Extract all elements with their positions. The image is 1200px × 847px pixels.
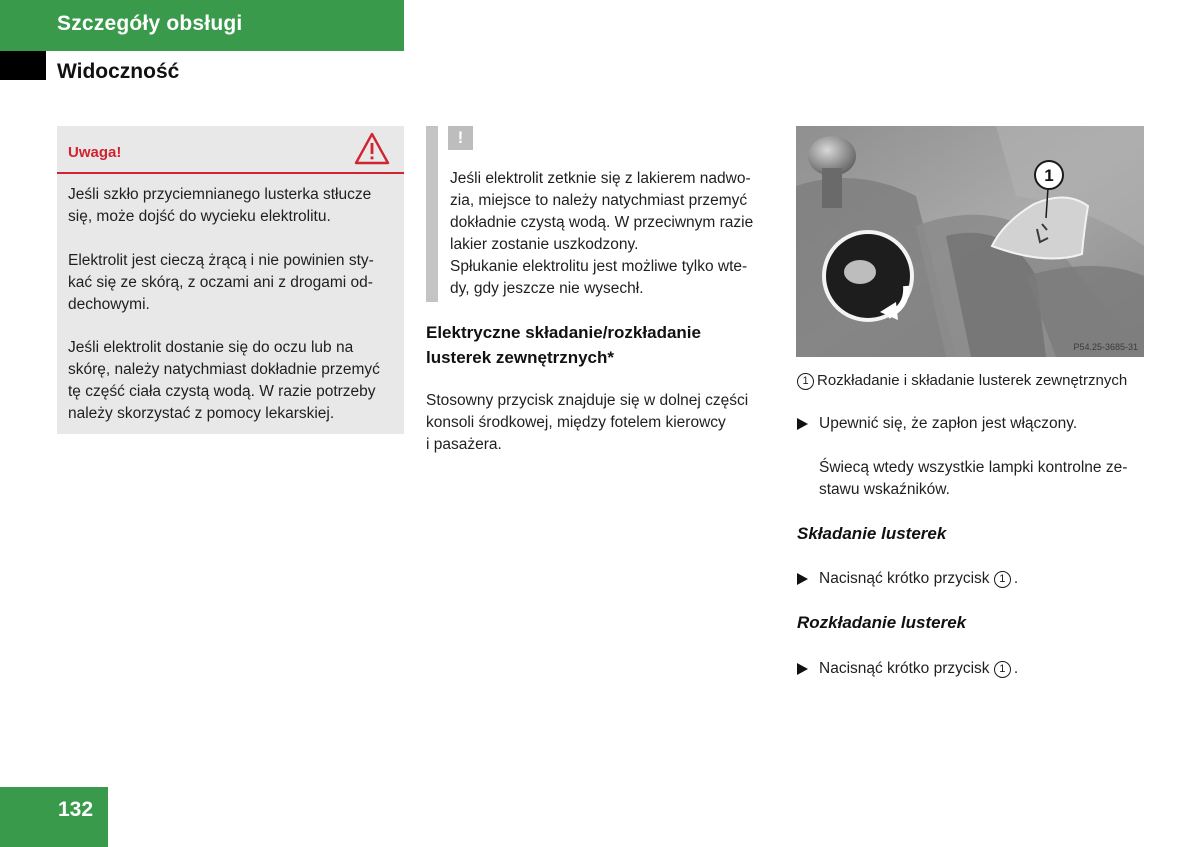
warning-header: [57, 126, 404, 174]
bullet-arrow-icon: [797, 418, 808, 430]
text-line: skórę, należy natychmiast dokładnie przemyć: [68, 361, 380, 378]
caption-text: Rozkładanie i składanie lusterek zewnętrznych: [817, 372, 1128, 389]
text-line: Świecą wtedy wszystkie lampki kontrolne ze-: [819, 459, 1128, 476]
text-line: się, może dojść do wycieku elektrolitu.: [68, 208, 331, 225]
figure-caption: [797, 370, 1157, 392]
console-illustration: [796, 126, 1144, 357]
section-heading: [426, 320, 776, 370]
warning-paragraph: [68, 250, 398, 316]
step-text: [819, 658, 1018, 680]
warning-label: Uwaga!: [68, 144, 122, 161]
text-line: należy skorzystać z pomocy lekarskiej.: [68, 405, 335, 422]
console-photo: [796, 126, 1144, 357]
section-body: [426, 390, 776, 456]
text-line: dy, gdy jeszcze nie wysechł.: [450, 280, 644, 297]
callout-ref-icon: 1: [994, 661, 1011, 678]
section-title: Szczegóły obsługi: [57, 12, 243, 35]
step-label: Nacisnąć krótko przycisk: [819, 570, 990, 587]
step-text: Upewnić się, że zapłon jest włączony.: [819, 415, 1078, 432]
text-line: Jeśli szkło przyciemnianego lusterka stłucze: [68, 186, 372, 203]
text-line: tę część ciała czystą wodą. W razie potrzeby: [68, 383, 376, 400]
text-line: konsoli środkowej, między fotelem kierowcy: [426, 414, 726, 431]
figure-code: P54.25-3685-31: [1073, 342, 1138, 352]
step-end: .: [1013, 570, 1019, 587]
note-side-bar: [426, 126, 438, 302]
unfold-heading: Rozkładanie lusterek: [797, 613, 967, 632]
step-end: .: [1013, 660, 1019, 677]
heading-line: Elektryczne składanie/rozkładanie: [426, 323, 701, 342]
text-line: Spłukanie elektrolitu jest możliwe tylko wte-: [450, 258, 748, 275]
step-label: Nacisnąć krótko przycisk: [819, 660, 990, 677]
page-number: 132: [58, 798, 94, 821]
page-heading: Widoczność: [57, 60, 180, 83]
text-line: stawu wskaźników.: [819, 481, 950, 498]
callout-ref-icon: 1: [994, 571, 1011, 588]
warning-box: [57, 126, 404, 434]
warning-paragraph: [68, 184, 398, 228]
text-line: dechowymi.: [68, 296, 150, 313]
text-line: Elektrolit jest cieczą żrącą i nie powinien sty-: [68, 252, 374, 269]
text-line: i pasażera.: [426, 436, 502, 453]
text-line: lakier zostanie uszkodzony.: [450, 236, 639, 253]
warning-paragraph: [68, 337, 398, 425]
header-tab-marker: [0, 51, 46, 80]
warning-divider: [57, 172, 404, 174]
figure-callout-1: 1: [1044, 166, 1054, 185]
note-text: [450, 168, 772, 300]
step-note: [819, 457, 1149, 501]
fold-heading: Składanie lusterek: [797, 524, 947, 543]
step-text: [819, 568, 1018, 590]
text-line: Jeśli elektrolit zetknie się z lakierem nadwo-: [450, 170, 751, 187]
text-line: zia, miejsce to należy natychmiast przemyć: [450, 192, 748, 209]
callout-ref-icon: 1: [797, 373, 814, 390]
text-line: Stosowny przycisk znajduje się w dolnej części: [426, 392, 749, 409]
exclamation-icon: !: [448, 126, 473, 150]
text-line: Jeśli elektrolit dostanie się do oczu lub na: [68, 339, 354, 356]
warning-triangle-icon: [354, 132, 390, 165]
heading-line: lusterek zewnętrznych*: [426, 348, 615, 367]
text-line: dokładnie czystą wodą. W przeciwnym razie: [450, 214, 754, 231]
text-line: kać się ze skórą, z oczami ani z drogami od-: [68, 274, 373, 291]
bullet-arrow-icon: [797, 663, 808, 675]
bullet-arrow-icon: [797, 573, 808, 585]
